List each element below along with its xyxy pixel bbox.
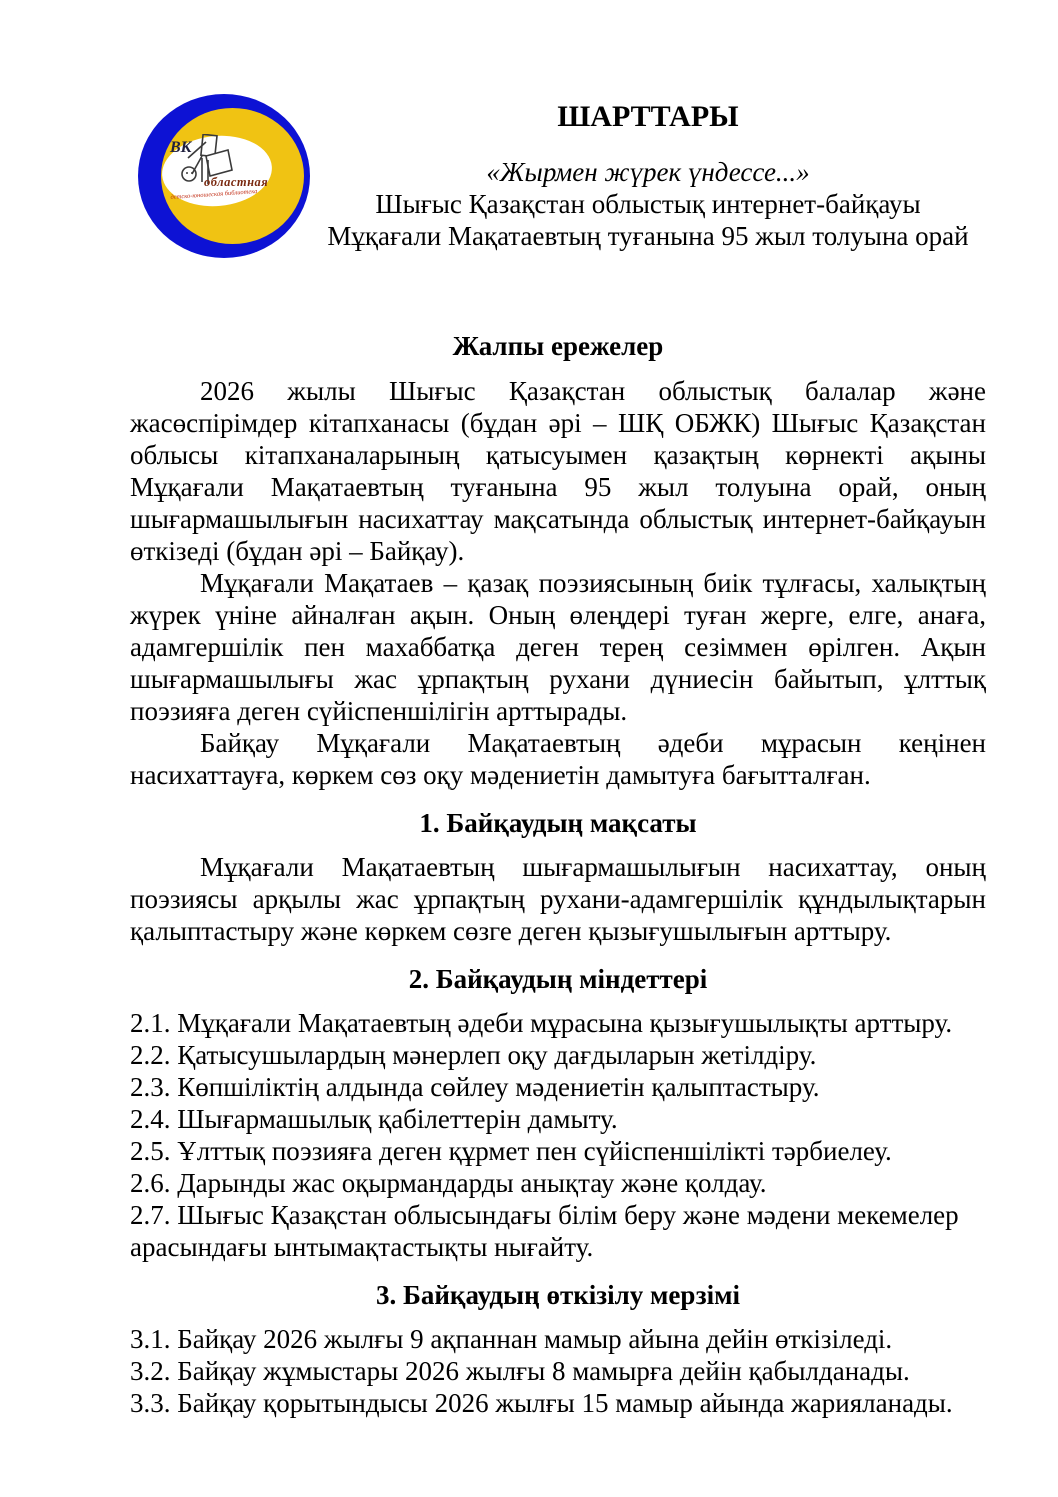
contest-motto: «Жырмен жүрек үндессе...» bbox=[486, 157, 810, 187]
contest-occasion-line: Мұқағали Мақатаевтың туғанына 95 жыл толуына орай bbox=[327, 221, 969, 251]
document-title: ШАРТТАРЫ bbox=[557, 100, 739, 133]
section-heading: Жалпы ережелер bbox=[452, 331, 664, 361]
paragraph: Мұқағали Мақатаевтың шығармашылығын насихаттау, оның поэзиясы арқылы жас ұрпақтың рухани-адамгершілік құндылықтарын қалыптастыру және көркем сөзге деген қызығушылығын арттыру. bbox=[130, 852, 986, 946]
logo-abbr-text: ВК bbox=[170, 139, 192, 156]
paragraph: Мұқағали Мақатаев – қазақ поэзиясының биік тұлғасы, халықтың жүрек үніне айналған ақын. Оның өлеңдері туған жерге, елге, анаға, адамгершілік пен махаббатқа деген терең сезіммен өрілген. Ақын шығармашылығы жас ұрпақтың рухани дүниесін байытып, ұлттық поэзияға деген сүйіспеншілігін арттырады. bbox=[130, 568, 986, 726]
section-heading: 3. Байқаудың өткізілу мерзімі bbox=[376, 1280, 740, 1310]
contest-name-line: Шығыс Қазақстан облыстық интернет-байқауы bbox=[375, 189, 921, 219]
list-item: 2.1. Мұқағали Мақатаевтың әдеби мұрасына қызығушылықты арттыру. bbox=[130, 1008, 953, 1038]
list-item: 2.3. Көпшіліктің алдында сөйлеу мәдениетін қалыптастыру. bbox=[130, 1072, 820, 1102]
list-item: 3.2. Байқау жұмыстары 2026 жылғы 8 мамырға дейін қабылданады. bbox=[130, 1356, 910, 1386]
paragraph: 2026 жылы Шығыс Қазақстан облыстық балалар және жасөспірімдер кітапханасы (бұдан әрі – ШҚ ОБЖК) Шығыс Қазақстан облысы кітапханаларының қатысуымен қазақтың көрнекті ақыны Мұқағали Мақатаевтың туғанына 95 жыл толуына орай, оның шығармашылығын насихаттау мақсатында облыстық интернет-байқауын өткізеді (бұдан әрі – Байқау). bbox=[130, 376, 986, 566]
section-heading: 2. Байқаудың міндеттері bbox=[408, 964, 708, 994]
library-logo bbox=[138, 94, 310, 258]
document-body bbox=[130, 330, 986, 1419]
section-heading: 1. Байқаудың мақсаты bbox=[419, 808, 697, 838]
list-item: 2.6. Дарынды жас оқырмандарды анықтау және қолдау. bbox=[130, 1168, 767, 1198]
paragraph: Байқау Мұқағали Мақатаевтың әдеби мұрасын кеңінен насихаттауға, көркем сөз оқу мәдениетін дамытуға бағытталған. bbox=[130, 728, 986, 790]
list-item: 2.4. Шығармашылық қабілеттерін дамыту. bbox=[130, 1104, 618, 1134]
header-text-block bbox=[310, 100, 986, 252]
list-item: 2.2. Қатысушылардың мәнерлеп оқу дағдыларын жетілдіру. bbox=[130, 1040, 817, 1070]
section-schedule bbox=[130, 1279, 986, 1419]
section-goal bbox=[130, 807, 986, 947]
list-item: 3.3. Байқау қорытындысы 2026 жылғы 15 мамыр айында жарияланады. bbox=[130, 1388, 953, 1418]
logo-title-text: областная bbox=[204, 175, 269, 189]
list-item: 3.1. Байқау 2026 жылғы 9 ақпаннан мамыр айына дейін өткізіледі. bbox=[130, 1324, 893, 1354]
document-header bbox=[130, 100, 986, 252]
section-objectives bbox=[130, 963, 986, 1263]
list-item: 2.7. Шығыс Қазақстан облысындағы білім беру және мәдени мекемелер арасындағы ынтымақтастықты нығайту. bbox=[130, 1200, 959, 1262]
list-item: 2.5. Ұлттық поэзияға деген құрмет пен сүйіспеншілікті тәрбиелеу. bbox=[130, 1136, 892, 1166]
logo-subtitle-text: детско-юношеская библиотека bbox=[170, 187, 258, 202]
section-general-rules bbox=[130, 330, 986, 791]
